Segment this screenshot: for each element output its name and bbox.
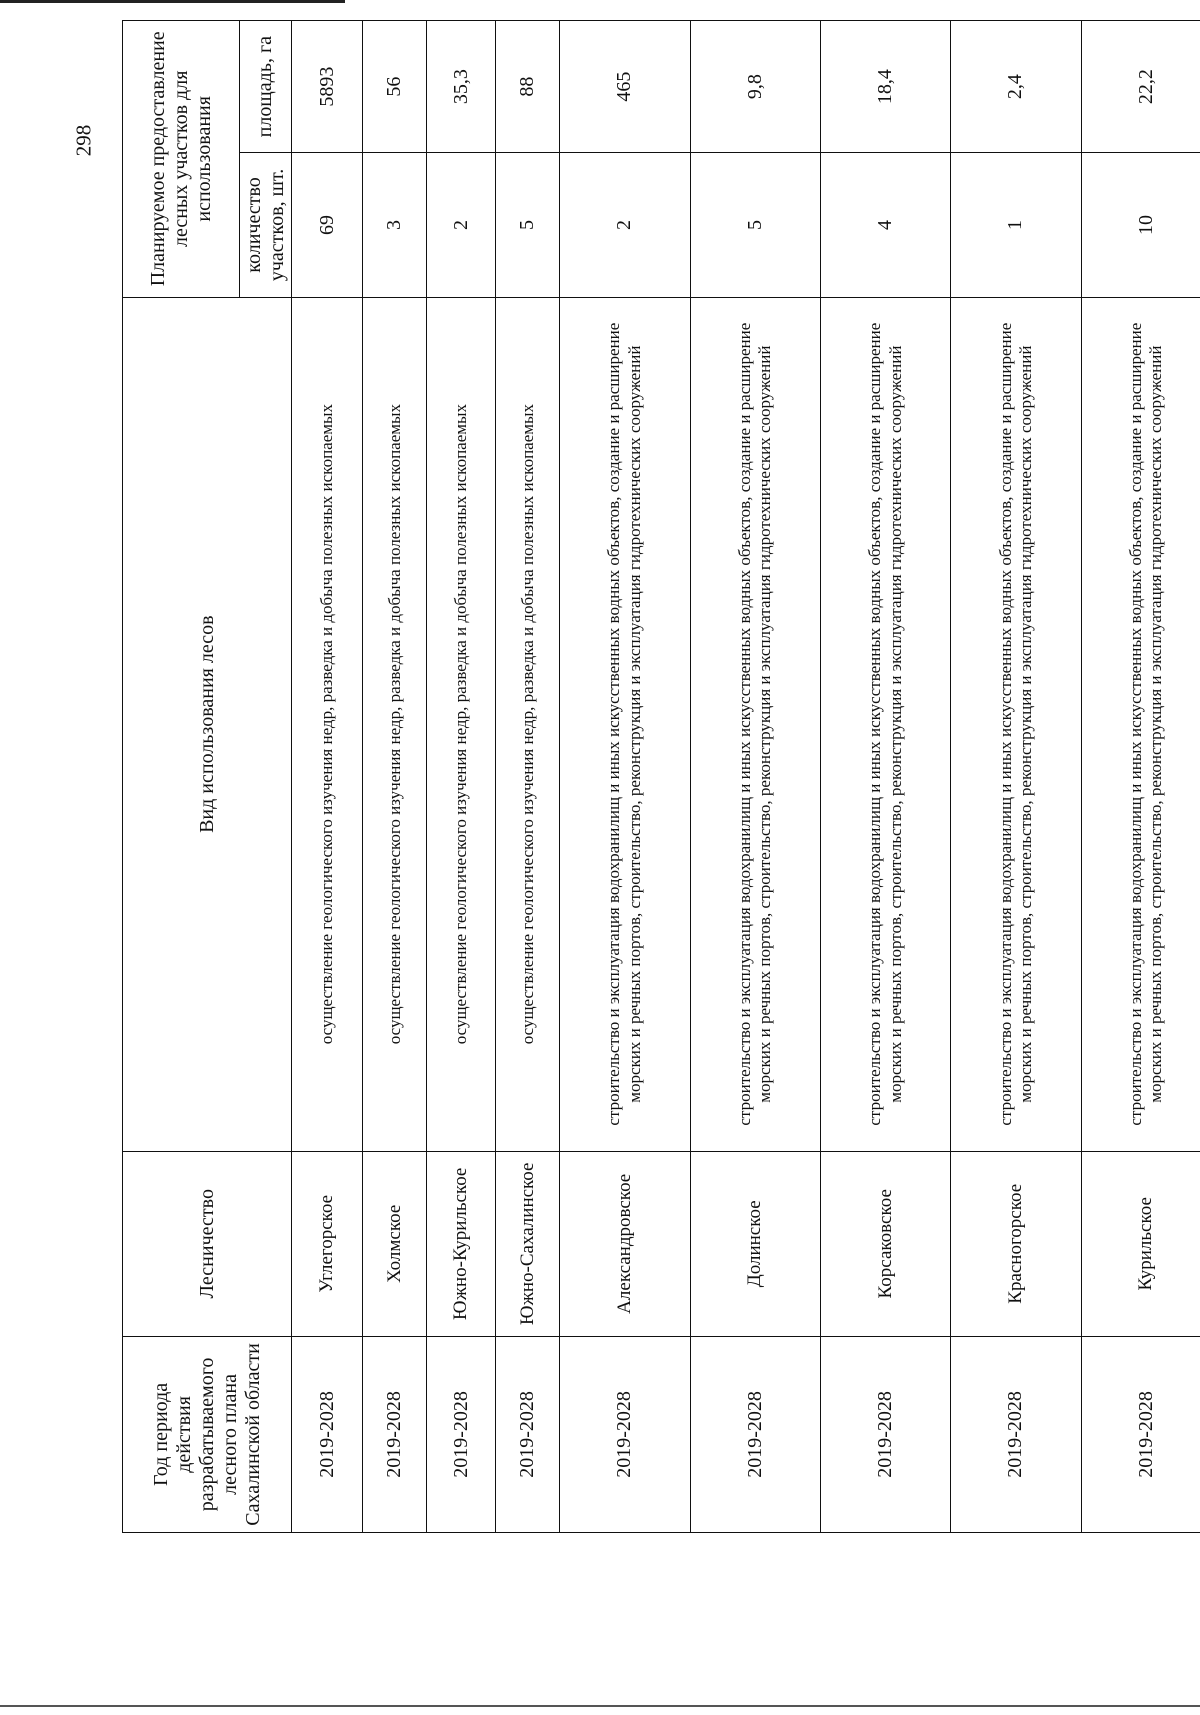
use-type-cell: строительство и эксплуатация водохранилищ и иных искусственных водных объектов, создание и расширение морских и речных портов, строительство, реконструкция и эксплуатация гидротехнических сооружений bbox=[820, 297, 950, 1151]
use-type-cell: строительство и эксплуатация водохранилищ и иных искусственных водных объектов, создание и расширение морских и речных портов, строительство, реконструкция и эксплуатация гидротехнических сооружений bbox=[951, 297, 1081, 1151]
forestry-cell: Углегорское bbox=[292, 1151, 363, 1336]
forest-use-table bbox=[122, 20, 1200, 1533]
count-cell: 3 bbox=[363, 153, 427, 297]
forestry-cell: Южно-Сахалинское bbox=[496, 1151, 560, 1336]
use-type-cell: осуществление геологического изучения недр, разведка и добыча полезных ископаемых bbox=[292, 297, 363, 1151]
year-cell: 2019-2028 bbox=[820, 1336, 950, 1532]
forestry-cell: Холмское bbox=[363, 1151, 427, 1336]
forestry-cell: Южно-Курильское bbox=[427, 1151, 496, 1336]
count-cell: 5 bbox=[496, 153, 560, 297]
use-type-cell: осуществление геологического изучения недр, разведка и добыча полезных ископаемых bbox=[427, 297, 496, 1151]
use-type-cell: осуществление геологического изучения недр, разведка и добыча полезных ископаемых bbox=[496, 297, 560, 1151]
area-cell: 9,8 bbox=[690, 21, 820, 153]
year-cell: 2019-2028 bbox=[951, 1336, 1081, 1532]
forestry-cell: Корсаковское bbox=[820, 1151, 950, 1336]
table-header-row bbox=[123, 21, 240, 1533]
use-type-cell: строительство и эксплуатация водохранилищ и иных искусственных водных объектов, создание и расширение морских и речных портов, строительство, реконструкция и эксплуатация гидротехнических сооружений bbox=[560, 297, 690, 1151]
header-use-type: Вид использования лесов bbox=[123, 297, 292, 1151]
count-cell: 5 bbox=[690, 153, 820, 297]
table-row bbox=[951, 21, 1081, 1533]
table-row bbox=[427, 21, 496, 1533]
area-cell: 35,3 bbox=[427, 21, 496, 153]
year-cell: 2019-2028 bbox=[427, 1336, 496, 1532]
table-row bbox=[292, 21, 363, 1533]
year-cell: 2019-2028 bbox=[363, 1336, 427, 1532]
header-planned: Планируемое предоставление лесных участков для использования bbox=[123, 21, 240, 298]
count-cell: 69 bbox=[292, 153, 363, 297]
forestry-cell: Красногорское bbox=[951, 1151, 1081, 1336]
scan-edge-top bbox=[0, 0, 345, 3]
year-cell: 2019-2028 bbox=[496, 1336, 560, 1532]
year-cell: 2019-2028 bbox=[1081, 1336, 1200, 1532]
header-year: Год периода действия разрабатываемого лесного плана Сахалинской области bbox=[123, 1336, 292, 1532]
year-cell: 2019-2028 bbox=[690, 1336, 820, 1532]
year-cell: 2019-2028 bbox=[560, 1336, 690, 1532]
table-row bbox=[363, 21, 427, 1533]
area-cell: 18,4 bbox=[820, 21, 950, 153]
use-type-cell: осуществление геологического изучения недр, разведка и добыча полезных ископаемых bbox=[363, 297, 427, 1151]
area-cell: 88 bbox=[496, 21, 560, 153]
table-row bbox=[1081, 21, 1200, 1533]
header-area: площадь, га bbox=[240, 21, 292, 153]
area-cell: 465 bbox=[560, 21, 690, 153]
page-number: 298 bbox=[71, 124, 96, 157]
forestry-cell: Александровское bbox=[560, 1151, 690, 1336]
count-cell: 1 bbox=[951, 153, 1081, 297]
forestry-cell: Курильское bbox=[1081, 1151, 1200, 1336]
count-cell: 2 bbox=[560, 153, 690, 297]
table-body bbox=[292, 21, 1200, 1533]
use-type-cell: строительство и эксплуатация водохранилищ и иных искусственных водных объектов, создание и расширение морских и речных портов, строительство, реконструкция и эксплуатация гидротехнических сооружений bbox=[1081, 297, 1200, 1151]
count-cell: 2 bbox=[427, 153, 496, 297]
scan-edge-bottom bbox=[0, 1705, 1200, 1707]
table-row bbox=[690, 21, 820, 1533]
area-cell: 2,4 bbox=[951, 21, 1081, 153]
header-count: количество участков, шт. bbox=[240, 153, 292, 297]
area-cell: 5893 bbox=[292, 21, 363, 153]
table-row bbox=[496, 21, 560, 1533]
header-forestry: Лесничество bbox=[123, 1151, 292, 1336]
count-cell: 10 bbox=[1081, 153, 1200, 297]
table-row bbox=[560, 21, 690, 1533]
use-type-cell: строительство и эксплуатация водохранилищ и иных искусственных водных объектов, создание и расширение морских и речных портов, строительство, реконструкция и эксплуатация гидротехнических сооружений bbox=[690, 297, 820, 1151]
count-cell: 4 bbox=[820, 153, 950, 297]
forestry-cell: Долинское bbox=[690, 1151, 820, 1336]
area-cell: 56 bbox=[363, 21, 427, 153]
year-cell: 2019-2028 bbox=[292, 1336, 363, 1532]
area-cell: 22,2 bbox=[1081, 21, 1200, 153]
table-row bbox=[820, 21, 950, 1533]
